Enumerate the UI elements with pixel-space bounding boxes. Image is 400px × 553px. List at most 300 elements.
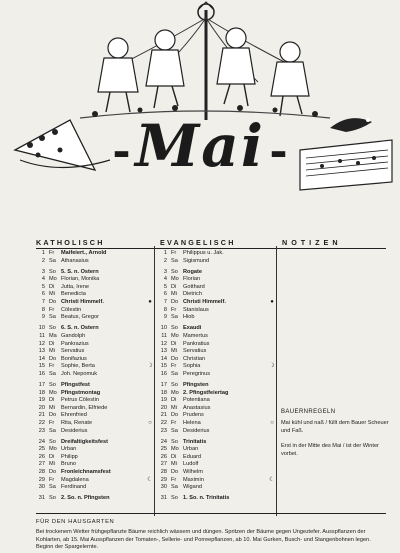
notes-title: BAUERNREGELN xyxy=(281,409,336,415)
saint-name: Benedicta xyxy=(61,291,86,298)
saint-name: Exaudi xyxy=(183,325,202,332)
day-number: 28 xyxy=(160,469,167,476)
weekday: Mi xyxy=(171,291,177,298)
calendar-day-row xyxy=(36,258,154,266)
header-notes: NOTIZEN xyxy=(282,238,342,247)
day-number: 30 xyxy=(38,484,45,491)
saint-name: Bernardin, Elfriede xyxy=(61,404,108,411)
saint-name: Dietrich xyxy=(183,291,202,298)
calendar-day-row xyxy=(158,405,276,413)
moon-icon xyxy=(146,348,154,356)
saint-name: Christi Himmelf. xyxy=(183,299,226,306)
weekday: Mo xyxy=(49,389,57,396)
weekday: So xyxy=(49,268,56,275)
weekday: Fr xyxy=(49,476,55,483)
moon-icon xyxy=(146,325,154,333)
saint-name: Rogate xyxy=(183,268,202,275)
day-number: 2 xyxy=(163,257,167,264)
calendar-day-row xyxy=(158,269,276,277)
day-number: 18 xyxy=(38,389,45,396)
calendar-day-row xyxy=(158,250,276,258)
weekday: Di xyxy=(49,340,55,347)
column-divider xyxy=(154,246,155,516)
saint-name: Urban xyxy=(61,446,77,453)
day-number: 4 xyxy=(163,276,167,283)
weekday: So xyxy=(171,325,178,332)
day-number: 17 xyxy=(38,382,45,388)
calendar-day-row xyxy=(158,412,276,420)
calendar-day-row xyxy=(158,307,276,315)
moon-icon xyxy=(146,341,154,349)
day-number: 19 xyxy=(160,397,167,404)
calendar-day-row xyxy=(36,307,154,315)
moon-icon xyxy=(146,428,154,436)
saint-name: Maximin xyxy=(183,476,204,483)
day-number: 23 xyxy=(160,427,167,434)
weekday: Sa xyxy=(49,314,56,321)
calendar-day-row xyxy=(158,495,276,503)
day-number: 22 xyxy=(38,419,45,426)
saint-name: 1. So. n. Trinitatis xyxy=(183,495,230,502)
day-number: 6 xyxy=(41,291,45,298)
moon-icon xyxy=(268,382,276,390)
saint-name: Sophie, Berta xyxy=(61,363,95,370)
saint-name: Beatus, Gregor xyxy=(61,314,99,321)
calendar-day-row xyxy=(158,356,276,364)
calendar-day-row xyxy=(36,412,154,420)
calendar-day-row xyxy=(36,469,154,477)
weekday: Fr xyxy=(171,476,177,483)
week-block xyxy=(158,495,276,503)
calendar-day-row xyxy=(36,405,154,413)
calendar-day-row xyxy=(158,420,276,428)
calendar-day-row xyxy=(36,439,154,447)
calendar-day-row xyxy=(36,314,154,322)
day-number: 8 xyxy=(163,306,167,313)
weekday: Sa xyxy=(171,314,178,321)
day-number: 9 xyxy=(41,314,45,321)
calendar-day-row xyxy=(36,454,154,462)
garden-tips-title: FÜR DEN HAUSGARTEN xyxy=(36,519,115,525)
saint-name: Bonifazius xyxy=(61,355,87,362)
saint-name: Sophia xyxy=(183,363,201,370)
calendar-day-row xyxy=(158,461,276,469)
saint-name: Servatius xyxy=(61,348,85,355)
weekday: So xyxy=(171,495,178,502)
weekday: Do xyxy=(49,355,57,362)
day-number: 30 xyxy=(160,484,167,491)
calendar-day-row xyxy=(158,341,276,349)
day-number: 22 xyxy=(160,419,167,426)
calendar-day-row xyxy=(36,333,154,341)
saint-name: Urban xyxy=(183,446,199,453)
moon-icon xyxy=(146,258,154,266)
catholic-column xyxy=(36,250,154,506)
day-number: 27 xyxy=(160,461,167,468)
weekday: Do xyxy=(49,412,57,419)
day-number: 24 xyxy=(38,438,45,445)
moon-icon xyxy=(146,284,154,292)
moon-icon xyxy=(146,454,154,462)
moon-icon xyxy=(268,439,276,447)
weekday: Mi xyxy=(49,291,55,298)
calendar-day-row xyxy=(158,454,276,462)
saint-name: Jutta, Irene xyxy=(61,283,89,290)
day-number: 26 xyxy=(38,453,45,460)
day-number: 18 xyxy=(160,389,167,396)
calendar-day-row xyxy=(158,363,276,371)
garden-tips-text: Bei trockenem Wetter frühgepflanzte Bäume reichlich wässern und düngen. Spritzen der Bäume gegen Ungeziefer. Ausspflanzen der Kohlarten, ab 15. Mai Ausspflanzen der Tomaten-, Sellerie- und Porreepflanzen, ab 10. Mai Gurken, Busch- und Stangenbohnen legen. Beginn der Spargelernte. xyxy=(36,528,371,551)
saint-name: Stanislaus xyxy=(183,306,209,313)
weekday: So xyxy=(49,325,56,332)
calendar-day-row xyxy=(36,356,154,364)
saint-name: Prudens xyxy=(183,412,204,419)
calendar-day-row xyxy=(158,382,276,390)
saint-name: Christi Himmelf. xyxy=(61,299,104,306)
moon-icon xyxy=(146,405,154,413)
garden-tips xyxy=(36,519,386,552)
calendar-day-row xyxy=(158,484,276,492)
title-dash-right: - xyxy=(269,126,288,177)
calendar-day-row xyxy=(36,382,154,390)
saint-name: Wigand xyxy=(183,484,202,491)
moon-icon: ☽ xyxy=(269,363,275,370)
moon-icon xyxy=(146,469,154,477)
day-number: 8 xyxy=(41,306,45,313)
weekday: Sa xyxy=(49,257,56,264)
month-title: Mai xyxy=(135,112,265,180)
weekday: So xyxy=(171,382,178,388)
calendar-day-row xyxy=(158,428,276,436)
calendar-day-row xyxy=(36,428,154,436)
moon-icon: ○ xyxy=(270,419,274,426)
saint-name: Servatius xyxy=(183,348,207,355)
calendar-day-row xyxy=(36,495,154,503)
moon-icon: ○ xyxy=(148,419,152,426)
moon-icon xyxy=(268,269,276,277)
calendar-day-row xyxy=(36,397,154,405)
saint-name: Eduard xyxy=(183,453,202,460)
calendar-day-row xyxy=(158,477,276,485)
weekday: Fr xyxy=(171,306,177,313)
moon-icon xyxy=(268,341,276,349)
calendar-day-row xyxy=(36,363,154,371)
weekday: Sa xyxy=(171,484,178,491)
week-block xyxy=(36,269,154,322)
moon-icon xyxy=(268,258,276,266)
moon-icon xyxy=(268,405,276,413)
calendar-day-row xyxy=(158,348,276,356)
weekday: Mi xyxy=(171,404,177,411)
day-number: 27 xyxy=(38,461,45,468)
day-number: 16 xyxy=(38,370,45,377)
weekday: Mi xyxy=(49,404,55,411)
day-number: 12 xyxy=(38,340,45,347)
weekday: So xyxy=(49,495,56,502)
moon-icon xyxy=(268,276,276,284)
day-number: 17 xyxy=(160,382,167,388)
saint-name: Mamertus xyxy=(183,332,208,339)
moon-icon xyxy=(268,397,276,405)
day-number: 15 xyxy=(38,363,45,370)
calendar-day-row xyxy=(158,314,276,322)
weekday: Mi xyxy=(171,348,177,355)
moon-icon xyxy=(268,325,276,333)
header-rule xyxy=(36,248,386,249)
day-number: 21 xyxy=(160,412,167,419)
weekday: Sa xyxy=(49,484,56,491)
weekday: Sa xyxy=(171,370,178,377)
moon-icon xyxy=(268,469,276,477)
moon-icon xyxy=(268,314,276,322)
calendar-day-row xyxy=(158,325,276,333)
saint-name: Pankrazius xyxy=(61,340,89,347)
weekday: Do xyxy=(171,355,179,362)
moon-icon xyxy=(268,284,276,292)
farmer-rule: Erst in der Mitte des Mai / ist der Winter vorbei. xyxy=(281,442,379,457)
saint-name: Magdalena xyxy=(61,476,89,483)
saint-name: Philippus u. Jak. xyxy=(183,250,224,256)
day-number: 2 xyxy=(41,257,45,264)
saint-name: Wilhelm xyxy=(183,469,203,476)
moon-icon xyxy=(146,269,154,277)
moon-icon xyxy=(146,495,154,503)
week-block xyxy=(158,250,276,265)
weekday: Sa xyxy=(49,370,56,377)
calendar-day-row xyxy=(158,439,276,447)
moon-icon xyxy=(268,454,276,462)
calendar-day-row xyxy=(36,291,154,299)
calendar-day-row xyxy=(36,371,154,379)
calendar-day-row xyxy=(36,348,154,356)
day-number: 29 xyxy=(160,476,167,483)
weekday: Sa xyxy=(171,257,178,264)
week-block xyxy=(158,325,276,378)
calendar-day-row xyxy=(158,469,276,477)
moon-icon: ☽ xyxy=(147,363,153,370)
day-number: 5 xyxy=(41,283,45,290)
day-number: 15 xyxy=(160,363,167,370)
calendar-day-row xyxy=(36,299,154,307)
weekday: So xyxy=(171,268,178,275)
weekday: Do xyxy=(171,299,179,306)
day-number: 25 xyxy=(160,446,167,453)
weekday: So xyxy=(49,438,56,445)
day-number: 10 xyxy=(38,325,45,332)
saint-name: 2. Pfingstfeiertag xyxy=(183,389,229,396)
saint-name: 2. So. n. Pfingsten xyxy=(61,495,110,502)
day-number: 23 xyxy=(38,427,45,434)
calendar-day-row xyxy=(36,446,154,454)
week-block xyxy=(36,382,154,435)
weekday: Fr xyxy=(49,250,55,256)
day-number: 13 xyxy=(160,348,167,355)
moon-icon xyxy=(268,495,276,503)
title-dash-left: - xyxy=(112,126,131,177)
day-number: 6 xyxy=(163,291,167,298)
weekday: Mo xyxy=(171,446,179,453)
weekday: Fr xyxy=(171,363,177,370)
saint-name: 5. S. n. Ostern xyxy=(61,268,99,275)
moon-icon: ● xyxy=(270,299,274,306)
calendar-day-row xyxy=(36,325,154,333)
weekday: Mo xyxy=(171,276,179,283)
saint-name: Fronleichnamsfest xyxy=(61,469,111,476)
day-number: 7 xyxy=(163,299,167,306)
moon-icon xyxy=(146,390,154,398)
saint-name: Gandolph xyxy=(61,332,86,339)
calendar-day-row xyxy=(158,446,276,454)
day-number: 28 xyxy=(38,469,45,476)
weekday: Fr xyxy=(171,250,177,256)
day-number: 16 xyxy=(160,370,167,377)
week-block xyxy=(158,382,276,435)
weekday: Ma xyxy=(49,332,57,339)
moon-icon xyxy=(146,412,154,420)
saint-name: Helena xyxy=(183,419,201,426)
saint-name: Pfingstfest xyxy=(61,382,90,388)
day-number: 13 xyxy=(38,348,45,355)
moon-icon: ☾ xyxy=(147,476,153,483)
calendar-day-row xyxy=(158,299,276,307)
saint-name: Trinitatis xyxy=(183,438,207,445)
weekday: Fr xyxy=(171,419,177,426)
saint-name: Desiderius xyxy=(61,427,88,434)
calendar-day-row xyxy=(36,390,154,398)
calendar-day-row xyxy=(36,276,154,284)
moon-icon xyxy=(146,333,154,341)
day-number: 29 xyxy=(38,476,45,483)
weekday: Sa xyxy=(49,427,56,434)
weekday: Di xyxy=(171,340,177,347)
notes-panel xyxy=(281,408,389,464)
weekday: Mi xyxy=(49,461,55,468)
day-number: 26 xyxy=(160,453,167,460)
moon-icon xyxy=(146,250,154,258)
evangelical-column xyxy=(158,250,276,506)
farmer-rule: Mai kühl und naß / füllt dem Bauer Scheuer und Faß. xyxy=(281,420,389,435)
saint-name: Ludolf xyxy=(183,461,199,468)
weekday: Do xyxy=(49,299,57,306)
column-divider xyxy=(276,246,277,516)
calendar-day-row xyxy=(158,291,276,299)
day-number: 3 xyxy=(41,268,45,275)
moon-icon xyxy=(146,382,154,390)
weekday: Do xyxy=(49,469,57,476)
day-number: 20 xyxy=(160,404,167,411)
saint-name: Florian, Monika xyxy=(61,276,100,283)
calendar-day-row xyxy=(158,397,276,405)
moon-icon xyxy=(268,446,276,454)
day-number: 31 xyxy=(38,495,45,502)
day-number: 14 xyxy=(160,355,167,362)
moon-icon xyxy=(146,291,154,299)
saint-name: Joh. Nepomuk xyxy=(61,370,98,377)
moon-icon xyxy=(268,412,276,420)
calendar-day-row xyxy=(36,341,154,349)
calendar-day-row xyxy=(158,333,276,341)
moon-icon xyxy=(146,276,154,284)
moon-icon xyxy=(146,307,154,315)
header-evangelical: EVANGELISCH xyxy=(160,238,236,247)
saint-name: Ferdinand xyxy=(61,484,87,491)
day-number: 3 xyxy=(163,268,167,275)
saint-name: Anastasius xyxy=(183,404,211,411)
weekday: Do xyxy=(171,412,179,419)
saint-name: Bruno xyxy=(61,461,76,468)
day-number: 12 xyxy=(160,340,167,347)
day-number: 5 xyxy=(163,283,167,290)
calendar-day-row xyxy=(158,371,276,379)
week-block xyxy=(36,250,154,265)
day-number: 11 xyxy=(39,332,45,339)
day-number: 1 xyxy=(41,250,45,256)
saint-name: Pfingstmontag xyxy=(61,389,101,396)
moon-icon xyxy=(146,484,154,492)
weekday: So xyxy=(49,382,56,388)
week-block xyxy=(36,439,154,492)
saint-name: Cölestin xyxy=(61,306,82,313)
calendar-day-row xyxy=(158,258,276,266)
weekday: Mo xyxy=(171,389,179,396)
calendar-day-row xyxy=(36,250,154,258)
saint-name: Philipp xyxy=(61,453,78,460)
moon-icon: ● xyxy=(148,299,152,306)
calendar-day-row xyxy=(36,269,154,277)
saint-name: Hiob xyxy=(183,314,195,321)
weekday: Di xyxy=(171,397,177,404)
week-block xyxy=(36,495,154,503)
day-number: 24 xyxy=(160,438,167,445)
moon-icon: ☾ xyxy=(269,476,275,483)
moon-icon xyxy=(146,397,154,405)
saint-name: Pankratius xyxy=(183,340,210,347)
saint-name: Florian xyxy=(183,276,201,283)
day-number: 14 xyxy=(38,355,45,362)
moon-icon xyxy=(146,439,154,447)
saint-name: Gotthard xyxy=(183,283,205,290)
weekday: Mi xyxy=(171,461,177,468)
footer-rule xyxy=(36,513,386,514)
weekday: Fr xyxy=(49,363,55,370)
calendar-day-row xyxy=(158,284,276,292)
moon-icon xyxy=(268,291,276,299)
saint-name: Dreifaltigkeitsfest xyxy=(61,438,108,445)
saint-name: Sigismund xyxy=(183,257,210,264)
calendar-day-row xyxy=(36,477,154,485)
week-block xyxy=(158,439,276,492)
saint-name: Ehrenfried xyxy=(61,412,87,419)
weekday: Fr xyxy=(49,306,55,313)
moon-icon xyxy=(268,250,276,258)
saint-name: Potentiana xyxy=(183,397,210,404)
calendar-day-row xyxy=(158,390,276,398)
weekday: Di xyxy=(171,283,177,290)
weekday: Mo xyxy=(49,276,57,283)
saint-name: Maifeiert., Arnold xyxy=(61,250,107,256)
day-number: 1 xyxy=(163,250,167,256)
saint-name: Rita, Renate xyxy=(61,419,93,426)
page-title xyxy=(0,112,400,180)
day-number: 21 xyxy=(38,412,45,419)
saint-name: Athanasius xyxy=(61,257,89,264)
day-number: 10 xyxy=(160,325,167,332)
moon-icon xyxy=(268,333,276,341)
weekday: Mo xyxy=(49,446,57,453)
saint-name: Peregrinus xyxy=(183,370,211,377)
saint-name: 6. S. n. Ostern xyxy=(61,325,99,332)
weekday: Do xyxy=(171,469,179,476)
